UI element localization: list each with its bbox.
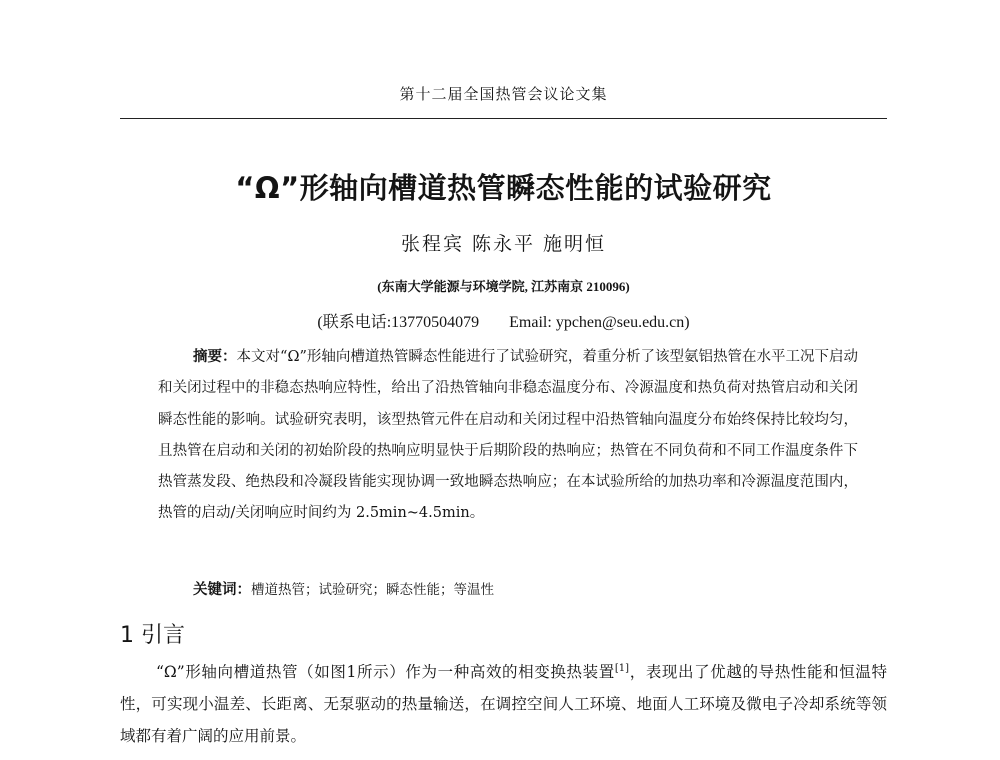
keywords [193, 578, 494, 599]
running-head: 第十二届全国热管会议论文集 [399, 85, 608, 103]
section-heading-introduction: 1 引言 [120, 623, 185, 648]
contact-phone: (联系电话:13770504079 [317, 314, 480, 331]
keywords-label: 关键词： [193, 581, 251, 598]
citation-ref: [1] [614, 662, 630, 674]
header-rule [120, 118, 887, 119]
contact-info [120, 309, 887, 332]
contact-email: Email: ypchen@seu.edu.cn) [509, 314, 690, 331]
authors: 张程宾 陈永平 施明恒 [400, 233, 607, 255]
intro-text-part1: “Ω”形轴向槽道热管（如图1所示）作为一种高效的相变换热装置 [156, 663, 615, 681]
abstract [158, 341, 858, 530]
abstract-label: 摘要： [193, 348, 237, 365]
introduction-paragraph [120, 656, 887, 752]
paper-title: “Ω”形轴向槽道热管瞬态性能的试验研究 [235, 171, 772, 205]
abstract-text: 本文对“Ω”形轴向槽道热管瞬态性能进行了试验研究，着重分析了该型氨铝热管在水平工况下启动和关闭过程中的非稳态热响应特性，给出了沿热管轴向非稳态温度分布、冷源温度和热负荷对热管启动和关闭瞬态性能的影响。试验研究表明，该型热管元件在启动和关闭过程中沿热管轴向温度分布始终保持比较均匀，且热管在启动和关闭的初始阶段的热响应明显快于后期阶段的热响应；热管在不同负荷和不同工作温度条件下热管蒸发段、绝热段和冷凝段皆能实现协调一致地瞬态热响应；在本试验所给的加热功率和冷源温度范围内，热管的启动/关闭响应时间约为 2.5min~4.5min。 [158, 349, 858, 522]
keywords-text: 槽道热管；试验研究；瞬态性能；等温性 [251, 582, 494, 598]
affiliation: (东南大学能源与环境学院, 江苏南京 210096) [377, 279, 630, 294]
intro-text-part2: ，表现出了优越的导热性能和恒温特性，可实现小温差、长距离、无泵驱动的热量输送，在调控空间人工环境、地面人工环境及微电子冷却系统等领域都有着广阔的应用前景。 [120, 663, 887, 745]
